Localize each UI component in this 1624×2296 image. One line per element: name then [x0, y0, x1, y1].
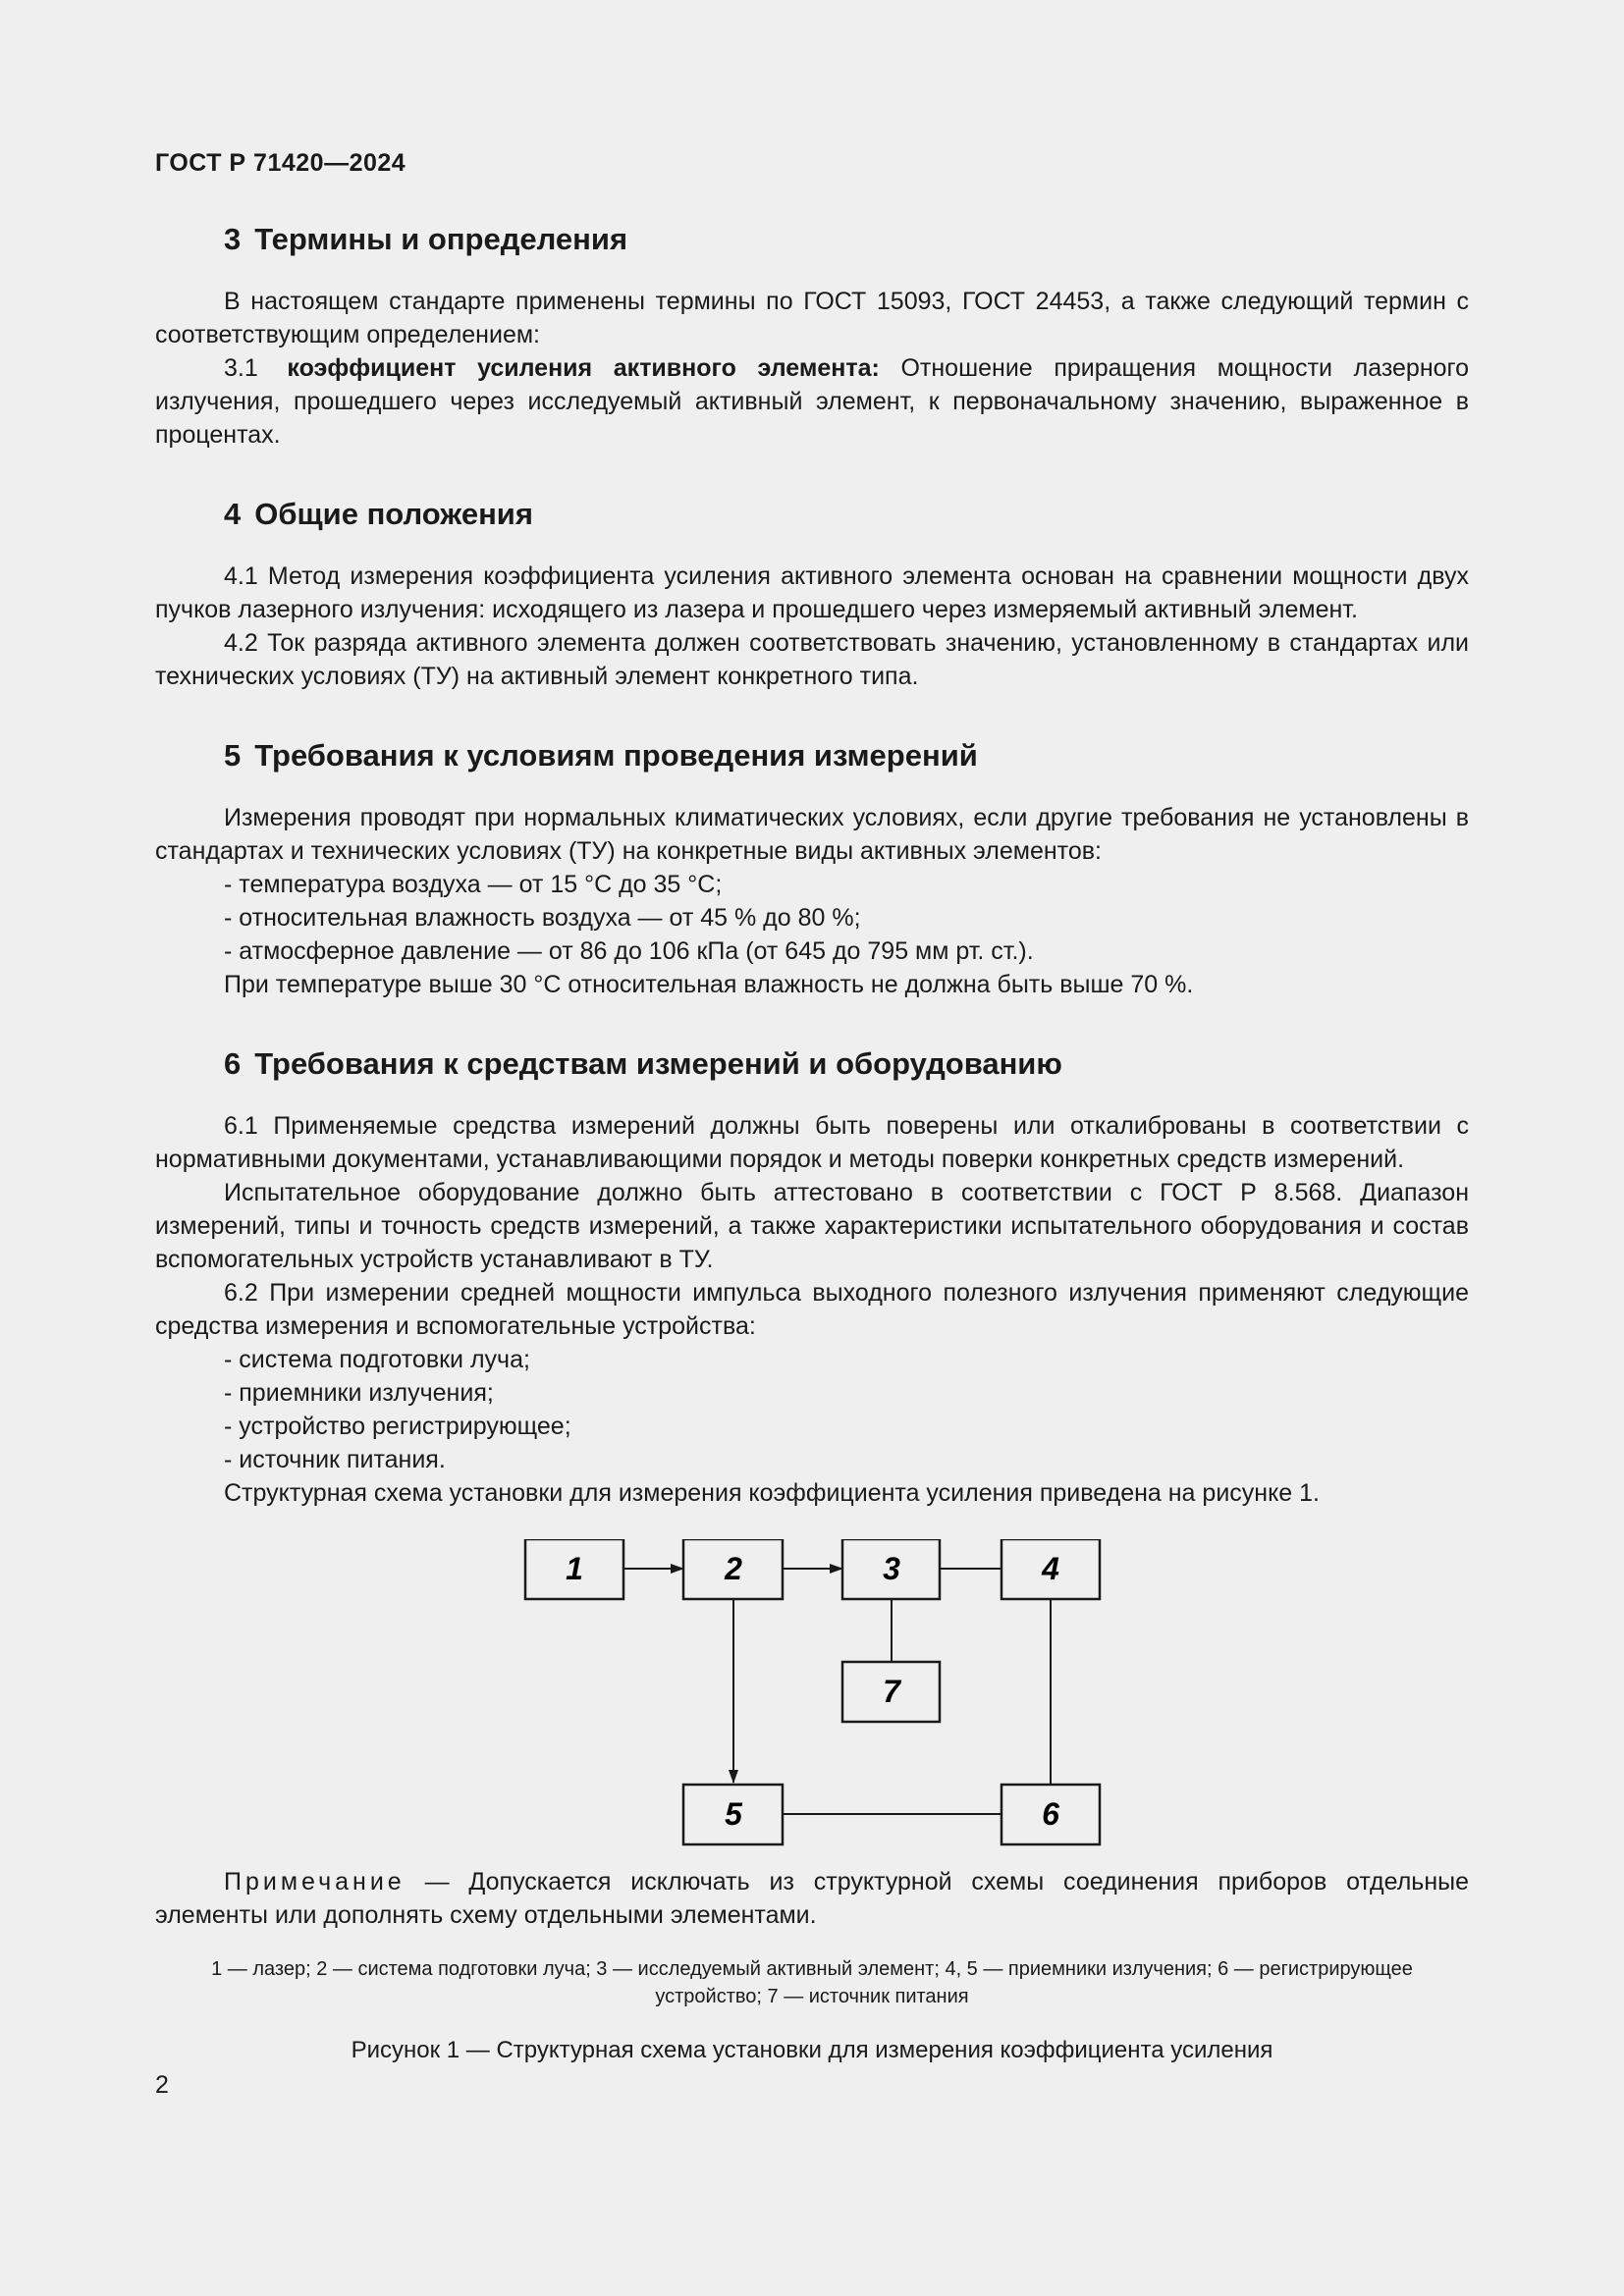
section-title: Требования к средствам измерений и оборудованию [254, 1046, 1062, 1081]
list-item: - температура воздуха — от 15 °С до 35 °С; [224, 871, 723, 898]
term-definition [155, 351, 1469, 452]
figure-1 [155, 1539, 1469, 1853]
paragraph-6-1: 6.1 Применяемые средства измерений должны быть поверены или откалиброваны в соответствии с нормативными документами, устанавливающими порядок и методы поверки конкретных средств измерений. [155, 1112, 1469, 1173]
note-label: Примечание [224, 1868, 406, 1896]
diagram-block-2 [683, 1539, 783, 1599]
section-4 [155, 495, 1469, 693]
legend-line: устройство; 7 — источник питания [655, 1986, 969, 2007]
section-title: Требования к условиям проведения измерений [254, 738, 978, 773]
diagram-block-6 [1001, 1785, 1100, 1844]
term-name: коэффициент усиления активного элемента: [287, 354, 880, 382]
paragraph-6-2: 6.2 При измерении средней мощности импульса выходного полезного излучения применяют следующие средства измерения и вспомогательные устройства: [155, 1279, 1469, 1340]
list-item: - относительная влажность воздуха — от 45 % до 80 %; [224, 904, 861, 932]
section-number: 3 [224, 222, 242, 256]
list-item: - приемники излучения; [224, 1379, 494, 1407]
page-content [155, 220, 1469, 2067]
list-item: - источник питания. [224, 1446, 446, 1473]
section-4-heading [224, 495, 1469, 534]
block-label: 3 [883, 1551, 900, 1586]
section-title: Термины и определения [254, 222, 628, 256]
diagram-block-7 [842, 1662, 940, 1722]
block-label: 6 [1042, 1796, 1059, 1832]
standard-code: ГОСТ Р 71420—2024 [155, 149, 406, 177]
section-number: 6 [224, 1046, 242, 1081]
section-6-heading [224, 1044, 1469, 1084]
list-item: - атмосферное давление — от 86 до 106 кПа (от 645 до 795 мм рт. ст.). [224, 937, 1034, 965]
note-text: — Допускается исключать из структурной схемы соединения приборов отдельные элементы или дополнять схему отдельными элементами. [155, 1868, 1470, 1929]
figure-note [155, 1865, 1469, 1932]
paragraph-4-1: 4.1 Метод измерения коэффициента усиления активного элемента основан на сравнении мощности двух пучков лазерного излучения: исходящего из лазера и прошедшего через измеряемый активный элемент. [155, 562, 1469, 623]
section-5 [155, 736, 1469, 1001]
term-text: Отношение приращения мощности лазерного излучения, прошедшего через исследуемый активный элемент, к первоначальному значению, выраженное в процентах. [155, 354, 1469, 449]
block-label: 2 [725, 1551, 742, 1586]
legend-line: 1 — лазер; 2 — система подготовки луча; 3 — исследуемый активный элемент; 4, 5 — приемники излучения; 6 — регистрирующее [211, 1958, 1413, 1980]
section-6-outro: Структурная схема установки для измерения коэффициента усиления приведена на рисунке 1. [224, 1479, 1321, 1507]
block-label: 7 [883, 1674, 900, 1709]
section-number: 5 [224, 738, 242, 773]
section-5-outro: При температуре выше 30 °С относительная влажность не должна быть выше 70 %. [224, 971, 1194, 998]
block-label: 4 [1042, 1551, 1059, 1586]
list-item: - устройство регистрирующее; [224, 1413, 571, 1440]
block-label: 1 [566, 1551, 583, 1586]
diagram-block-3 [842, 1539, 940, 1599]
diagram-block-5 [683, 1785, 783, 1844]
figure-legend [155, 1955, 1469, 2010]
paragraph-4-2: 4.2 Ток разряда активного элемента должен соответствовать значению, установленному в стандартах или технических условиях (ТУ) на активный элемент конкретного типа. [155, 629, 1469, 690]
section-5-intro: Измерения проводят при нормальных климатических условиях, если другие требования не установлены в стандартах и технических условиях (ТУ) на конкретные виды активных элементов: [155, 804, 1469, 865]
term-number: 3.1 [224, 354, 258, 382]
diagram-block-4 [1001, 1539, 1100, 1599]
figure-caption: Рисунок 1 — Структурная схема установки для измерения коэффициента усиления [351, 2037, 1273, 2063]
paragraph-6-1b: Испытательное оборудование должно быть аттестовано в соответствии с ГОСТ Р 8.568. Диапазон измерений, типы и точность средств измерений, а также характеристики испытательного оборудования и состав вспомогательных устройств устанавливают в ТУ. [155, 1179, 1469, 1273]
section-5-heading [224, 736, 1469, 775]
section-6 [155, 1044, 1469, 1510]
block-label: 5 [725, 1796, 742, 1832]
page-number: 2 [155, 2071, 169, 2099]
section-3 [155, 220, 1469, 452]
diagram-block-1 [525, 1539, 623, 1599]
list-item: - система подготовки луча; [224, 1346, 530, 1373]
section-title: Общие положения [254, 497, 533, 531]
block-diagram [155, 1539, 1469, 1853]
section-3-intro: В настоящем стандарте применены термины по ГОСТ 15093, ГОСТ 24453, а также следующий термин с соответствующим определением: [155, 288, 1469, 348]
section-3-heading [224, 220, 1469, 259]
section-number: 4 [224, 497, 242, 531]
